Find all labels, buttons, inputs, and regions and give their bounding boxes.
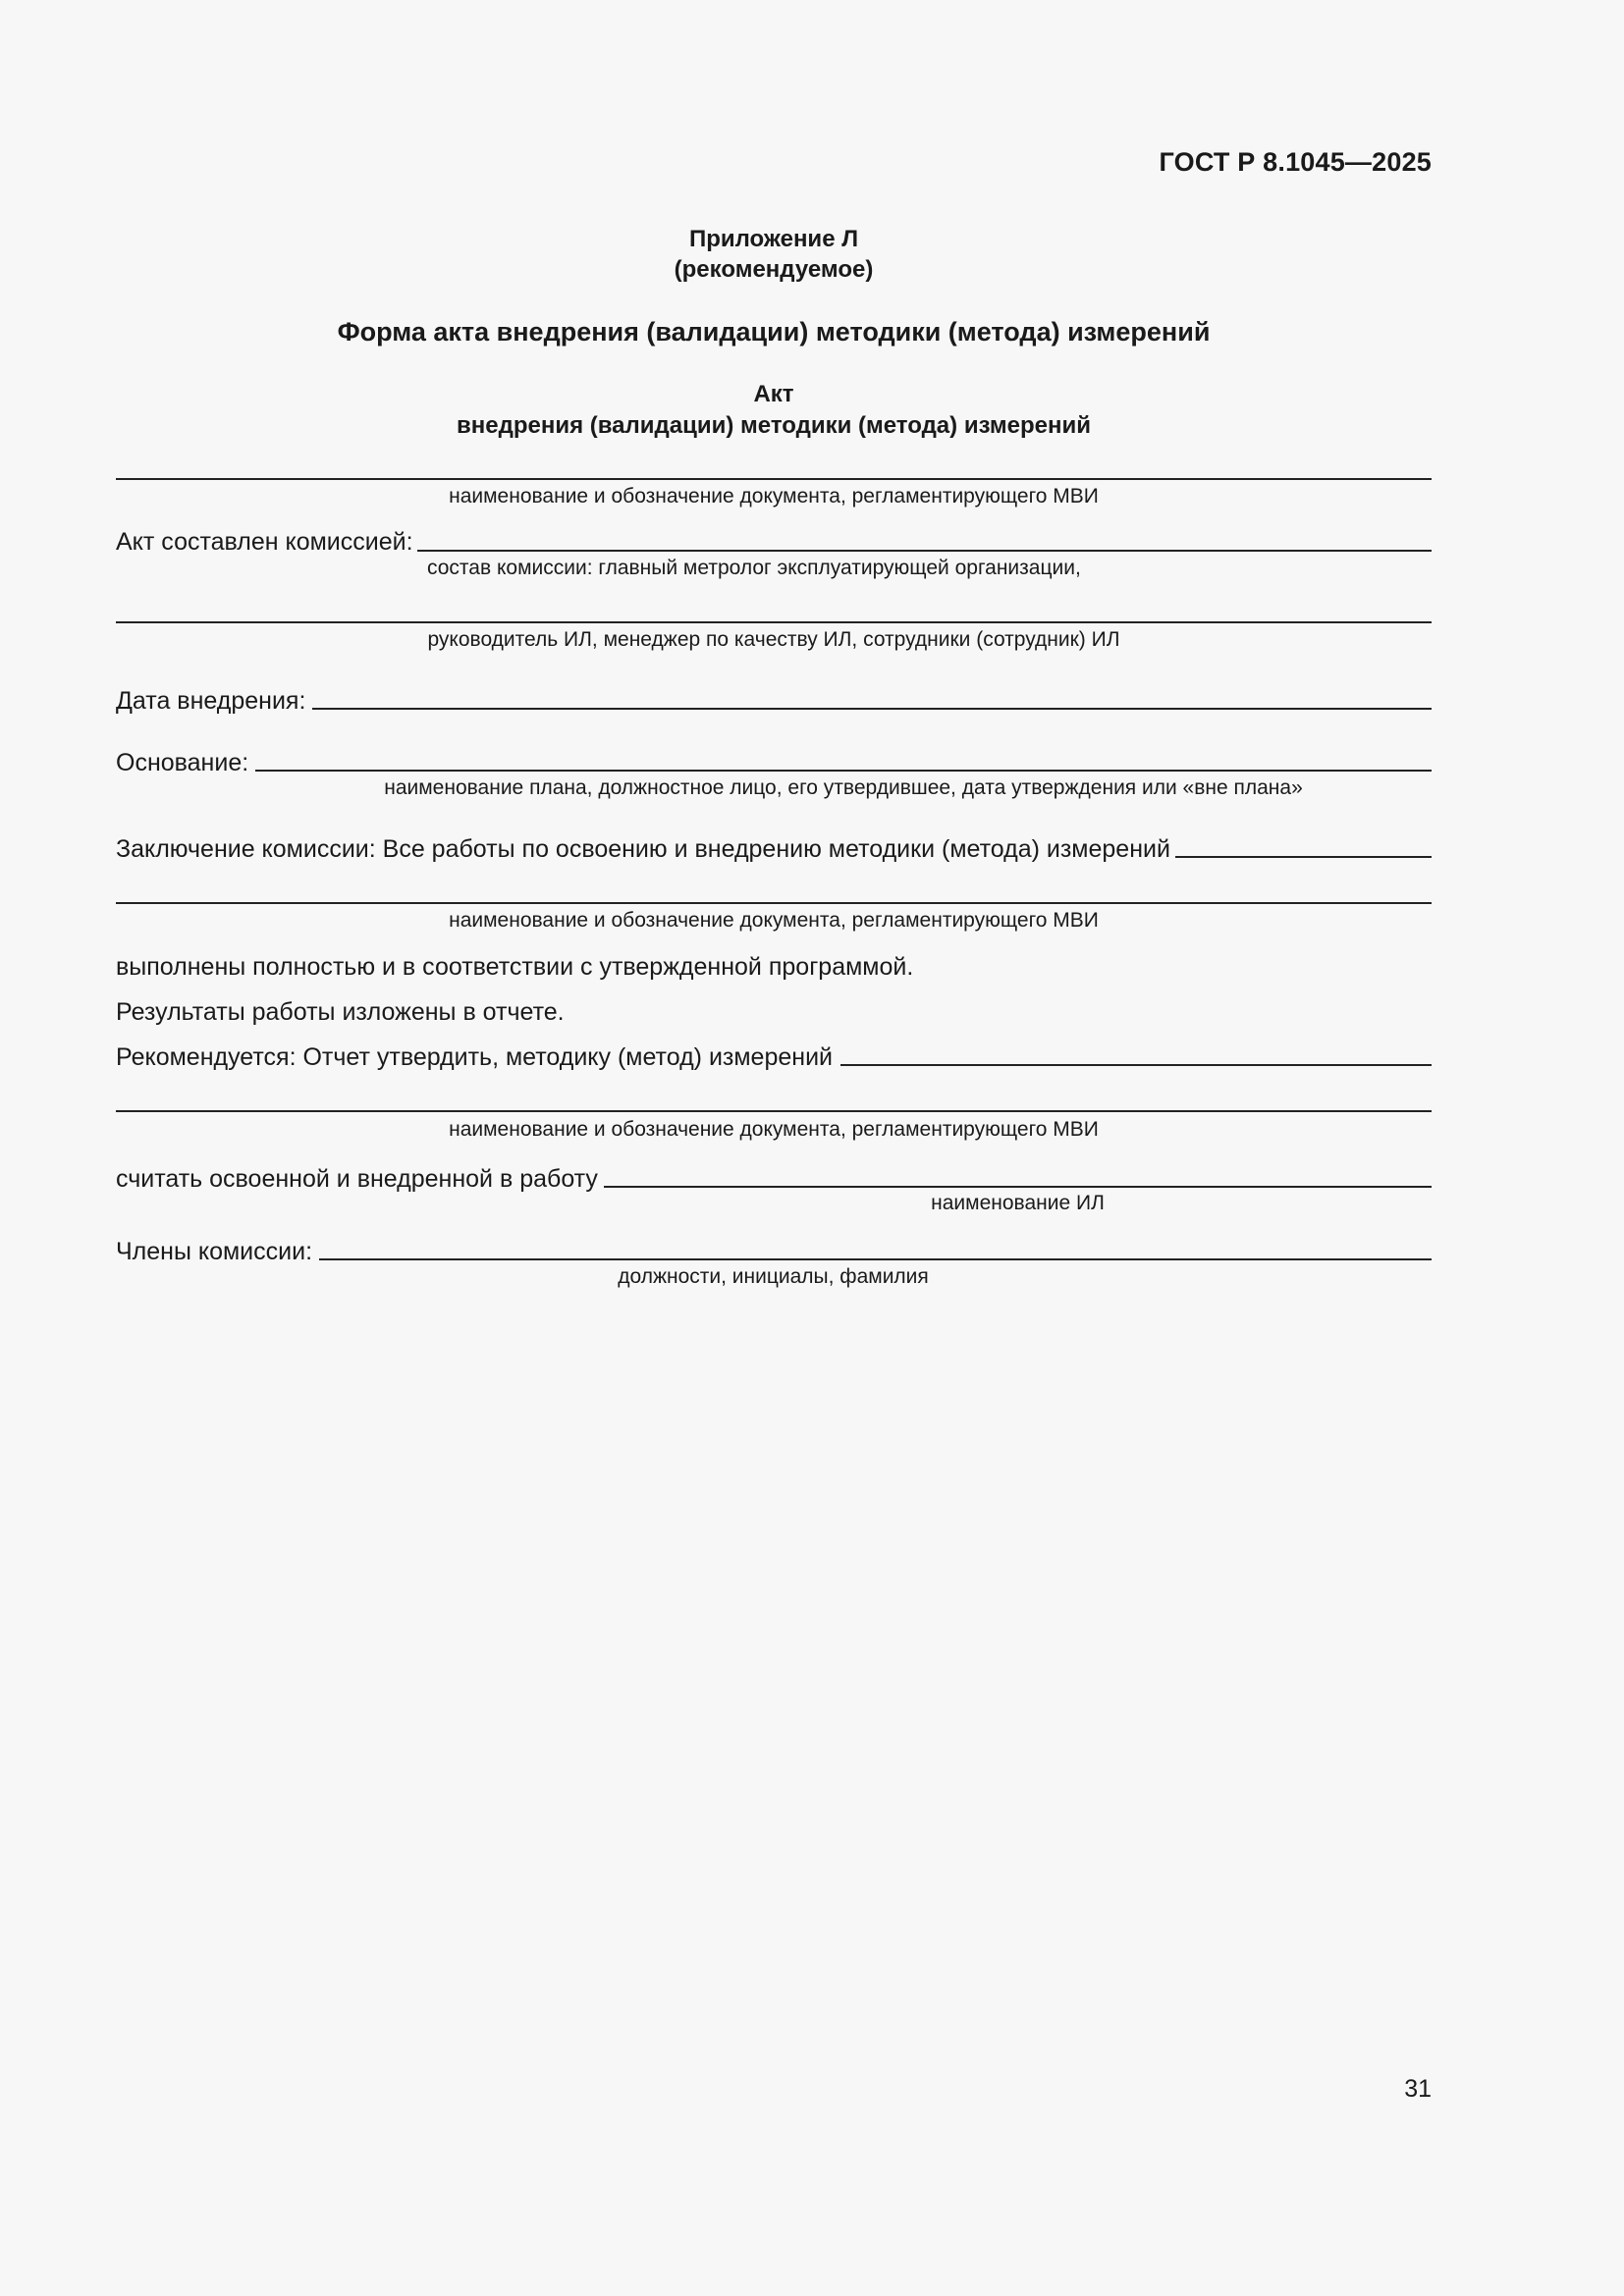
conclusion-line-2[interactable]: [116, 902, 1432, 904]
recommend-caption: наименование и обозначение документа, регламентирующего МВИ: [449, 1118, 1099, 1141]
appendix-status: (рекомендуемое): [674, 256, 874, 283]
form-title: Форма акта внедрения (валидации) методики (метода) измерений: [337, 317, 1211, 347]
document-name-caption: наименование и обозначение документа, регламентирующего МВИ: [449, 485, 1099, 507]
commission-label: Акт составлен комиссией:: [116, 528, 413, 556]
members-line[interactable]: [319, 1258, 1432, 1260]
conclusion-caption: наименование и обозначение документа, регламентирующего МВИ: [449, 909, 1099, 932]
commission-caption-1: состав комиссии: главный метролог эксплуатирующей организации,: [427, 557, 1081, 579]
commission-line-1[interactable]: [417, 550, 1432, 552]
results-text: Результаты работы изложены в отчете.: [116, 998, 565, 1026]
members-label: Члены комиссии:: [116, 1238, 313, 1265]
lab-caption: наименование ИЛ: [931, 1192, 1105, 1214]
page-number: 31: [1404, 2075, 1432, 2103]
appendix-title: Приложение Л: [688, 226, 859, 252]
commission-line-2[interactable]: [116, 621, 1432, 623]
date-label: Дата внедрения:: [116, 687, 306, 715]
commission-caption-2: руководитель ИЛ, менеджер по качеству ИЛ, сотрудники (сотрудник) ИЛ: [427, 628, 1120, 651]
basis-caption: наименование плана, должностное лицо, его утвердившее, дата утверждения или «вне плана»: [384, 776, 1303, 799]
document-name-line[interactable]: [116, 478, 1432, 480]
members-caption: должности, инициалы, фамилия: [618, 1265, 929, 1288]
date-line[interactable]: [312, 708, 1432, 710]
lab-line[interactable]: [604, 1186, 1432, 1188]
document-code: ГОСТ Р 8.1045—2025: [1159, 147, 1432, 177]
basis-line[interactable]: [255, 770, 1432, 772]
basis-label: Основание:: [116, 749, 249, 776]
act-title: Акт: [753, 381, 794, 407]
completed-text: выполнены полностью и в соответствии с утвержденной программой.: [116, 953, 914, 981]
recommend-line-1[interactable]: [840, 1064, 1432, 1066]
recommend-label: Рекомендуется: Отчет утвердить, методику (метод) измерений: [116, 1043, 834, 1071]
conclusion-label: Заключение комиссии: Все работы по освоению и внедрению методики (метода) измерений: [116, 835, 1170, 863]
recommend-line-2[interactable]: [116, 1110, 1432, 1112]
conclusion-line-1[interactable]: [1175, 856, 1432, 858]
consider-label: считать освоенной и внедренной в работу: [116, 1165, 598, 1193]
act-subtitle: внедрения (валидации) методики (метода) измерений: [456, 412, 1092, 439]
